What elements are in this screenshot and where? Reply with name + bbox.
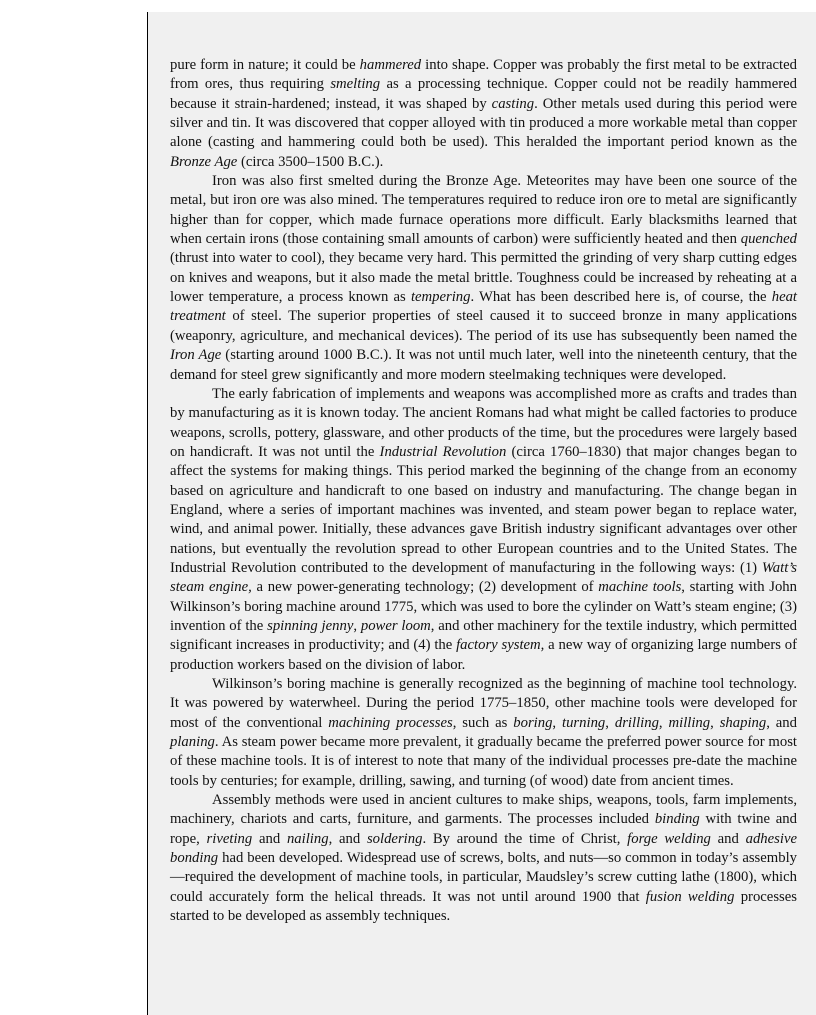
text-run: . As steam power became more prevalent, it gradually became the preferred power source for most of these machine tools. It is of interest to note that many of the individual processes pre-date the machine tools by centuries; for example, drilling, sawing, and turning (of wood) date from ancient times. [170,734,797,789]
italic-term: heat treatment [170,289,798,325]
italic-term: machining processes [328,714,453,731]
text-run: had been developed. Widespread use of screws, bolts, and nuts—so common in today’s assembly—required the development of machine tools, in particular, Maudsley’s screw cutting lathe (1800), which could accurately form the helical threads. It was not until around 1900 that [170,850,797,905]
italic-term: riveting [206,830,253,847]
italic-term: Bronze Age [170,153,238,170]
text-run: , and other machinery for the textile industry, which permitted significant increases in productivity; and (4) the [170,617,798,654]
paragraph-1 [170,56,797,172]
italic-term: machine tools [598,579,682,596]
text-run: (thrust into water to cool), they became very hard. This permitted the grinding of very sharp cutting edges on knives and weapons, but it also made the metal brittle. Toughness could be increased by reheating at a lower temperature, a process known as [170,250,797,306]
text-run: , [710,714,720,731]
italic-term: fusion welding [645,888,735,905]
text-run: pure form in nature; it could be [170,57,360,73]
text-run: , and [328,830,367,847]
text-run: (circa 1760–1830) that major changes began to affect the systems for making things. This period marked the beginning of the change from an economy based on agriculture and handicraft to one based on industry and manufacturing. The change began in England, where a series of important machines was invented, and steam power began to replace water, wind, and animal power. Initially, these advances gave British industry significant advantages over other nations, but eventually the revolution spread to other European countries and to the United States. The Industrial Revolution contributed to the development of manufacturing in the following ways: (1) [170,443,797,576]
italic-term: shaping [719,714,767,731]
italic-term: Watt’s steam engine, [170,559,797,596]
text-run: , such as [452,714,514,731]
italic-term: casting [491,95,535,112]
paragraph-4 [170,675,797,791]
italic-term: spinning jenny [267,617,354,634]
italic-term: boring [513,714,553,731]
text-run: The early fabrication of implements and weapons was accomplished more as crafts and trades than by manufacturing as it is known today. The ancient Romans had what might be called factories to produce weapons, scrolls, pottery, glassware, and other products of the time, but the procedures were largely based on handicraft. It was not until the [170,385,797,460]
italic-term: drilling [614,714,659,731]
text-run: Assembly methods were used in ancient cultures to make ships, weapons, tools, farm implements, machinery, chariots and carts, furniture, and garments. The processes included [170,792,797,828]
italic-term: factory system, [456,637,545,654]
text-run: , [658,714,669,731]
body-text [170,56,797,926]
left-margin [0,0,147,1015]
paragraph-2 [170,172,797,385]
italic-term: hammered [359,57,422,73]
italic-term: milling [668,714,711,731]
text-run: a new way of organizing large numbers of production workers based on the division of labor. [170,637,797,673]
text-run: , and [766,714,797,731]
text-run: . What has been described here is, of course, the [470,289,772,306]
text-run: (circa 3500–1500 B.C.). [237,153,384,170]
text-run: . By around the time of Christ, [422,830,628,847]
paragraph-5 [170,791,797,926]
italic-term: forge welding [627,830,711,847]
text-run: into shape. Copper was probably the first metal to be extracted from ores, thus requiring [170,57,797,93]
text-run: , starting with John Wilkinson’s boring machine around 1775, which was used to bore the cylinder on Watt’s steam engine; (3) invention of the [170,579,797,634]
text-run: as a processing technique. Copper could not be readily hammered because it strain-hardened; instead, it was shaped by [170,76,797,112]
text-run: Iron was also first smelted during the Bronze Age. Meteorites may have been one source of the metal, but iron ore was also mined. The temperatures required to reduce iron ore to metal are significantly higher than for copper, which made furnace operations more difficult. Early blacksmiths learned that when certain irons (those containing small amounts of carbon) were sufficiently heated and then [170,173,797,248]
text-run: . Other metals used during this period were silver and tin. It was discovered that copper alloyed with tin produced a more workable metal than copper alone (casting and hammering could both be used). This heralded the important period known as the [170,95,797,151]
italic-term: Iron Age [170,347,222,364]
text-run: Wilkinson’s boring machine is generally recognized as the beginning of machine tool technology. It was powered by waterwheel. During the period 1775–1850, other machine tools were developed for most of the conventional [170,676,797,731]
text-run: , [353,617,361,634]
text-run: , [552,714,562,731]
paragraph-3 [170,385,797,675]
italic-term: Industrial Revolution [379,443,507,460]
italic-term: soldering [366,830,423,847]
italic-term: power loom [360,617,431,634]
text-run: , [605,714,615,731]
italic-term: smelting [330,76,381,93]
italic-term: turning [562,714,606,731]
italic-term: adhesive bonding [170,830,797,867]
text-run: a new power-generating technology; (2) development of [251,579,599,596]
text-run: (starting around 1000 B.C.). It was not until much later, well into the nineteenth century, that the demand for steel grew significantly and more modern steelmaking techniques were developed. [170,347,797,383]
italic-term: planing [170,734,215,751]
text-run: with twine and rope, [170,811,797,847]
italic-term: binding [654,811,700,828]
text-run: and [252,830,287,847]
text-run: of steel. The superior properties of steel caused it to succeed bronze in many applications (weaponry, agriculture, and mechanical devices). The period of its use has subsequently been named the [170,308,797,344]
document-page [147,12,816,1015]
italic-term: quenched [740,231,797,248]
text-run: and [710,830,746,847]
text-run: processes started to be developed as assembly techniques. [170,888,797,925]
italic-term: nailing [286,830,329,847]
italic-term: tempering [410,289,471,306]
